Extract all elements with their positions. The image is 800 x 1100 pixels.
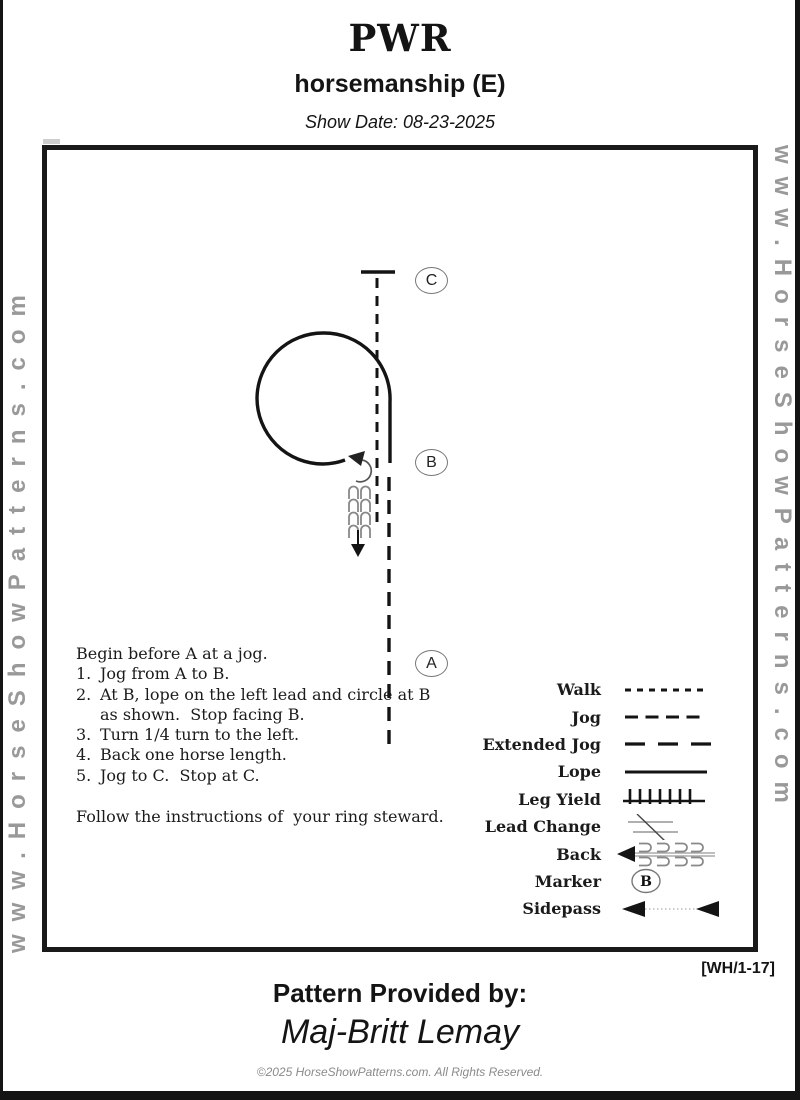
legend-row-lead-change xyxy=(455,813,755,840)
instructions-intro: Begin before A at a jog. xyxy=(76,644,268,663)
legend-label: Marker xyxy=(534,871,601,891)
provided-by-label: Pattern Provided by: xyxy=(272,978,528,1008)
marker-b xyxy=(415,449,448,476)
instructions-block xyxy=(76,644,448,827)
page-subtitle: horsemanship (E) xyxy=(294,70,506,98)
instruction-step xyxy=(76,725,448,745)
step-text: Turn 1/4 turn to the left. xyxy=(100,725,300,745)
marker-c xyxy=(415,267,448,294)
step-text: Jog from A to B. xyxy=(100,664,230,684)
step-text: Jog to C. Stop at C. xyxy=(100,765,260,785)
legend-label: Jog xyxy=(571,707,601,727)
quarter-turn-arrowhead xyxy=(348,451,365,466)
legend-row-sidepass xyxy=(455,895,755,922)
page-title: PWR xyxy=(348,16,452,60)
show-date: Show Date: 08-23-2025 xyxy=(304,112,496,132)
marker-b-label: B xyxy=(426,453,437,471)
legend-label: Lead Change xyxy=(484,817,601,837)
marker-c-label: C xyxy=(425,271,438,289)
marker-a-label: A xyxy=(426,654,437,672)
instruction-step xyxy=(76,685,448,726)
back-arrowhead xyxy=(351,544,365,557)
step-number: 2. xyxy=(76,684,92,704)
instruction-step xyxy=(76,664,448,684)
extended-jog-line-symbol xyxy=(617,731,739,757)
legend-label: Extended Jog xyxy=(482,734,601,754)
jog-line-symbol xyxy=(617,704,739,730)
walk-line-symbol xyxy=(617,677,739,703)
step-number: 4. xyxy=(76,745,92,765)
step-text: Back one horse length. xyxy=(100,745,287,765)
step-number: 5. xyxy=(76,765,92,785)
sidepass-symbol xyxy=(617,896,739,922)
step-number: 1. xyxy=(76,664,92,684)
legend-label: Back xyxy=(556,844,601,864)
pattern-code: [WH/1-17] xyxy=(701,960,775,977)
legend-row-marker xyxy=(455,868,755,895)
legend-label: Lope xyxy=(557,762,601,782)
lead-change-symbol xyxy=(617,814,739,840)
marker-symbol-letter: B xyxy=(640,874,652,891)
watermark-right: www.HorseShowPatterns.com xyxy=(769,145,796,816)
legend-label: Sidepass xyxy=(522,899,601,919)
legend-row-leg-yield xyxy=(455,786,755,813)
legend-row-walk xyxy=(455,676,755,703)
back-staples xyxy=(349,487,370,539)
legend-row-jog xyxy=(455,703,755,730)
legend-row-extended-jog xyxy=(455,731,755,758)
watermark-left: www.HorseShowPatterns.com xyxy=(4,282,31,953)
copyright-text: ©2025 HorseShowPatterns.com. All Rights Reserved. xyxy=(256,1065,544,1079)
legend-row-back xyxy=(455,840,755,867)
step-number: 3. xyxy=(76,725,92,745)
step-text: At B, lope on the left lead and circle at B as shown. Stop facing B. xyxy=(100,684,436,724)
provided-by-name: Maj-Britt Lemay xyxy=(280,1013,520,1051)
back-symbol xyxy=(617,841,739,867)
instruction-step xyxy=(76,766,448,786)
follow-steward-note: Follow the instructions of your ring steward. xyxy=(76,807,444,827)
legend-row-lope xyxy=(455,758,755,785)
leg-yield-symbol xyxy=(617,786,739,812)
instruction-step xyxy=(76,745,448,765)
legend-label: Leg Yield xyxy=(518,789,601,809)
lope-circle-path xyxy=(257,333,390,464)
lope-line-symbol xyxy=(617,759,739,785)
gait-legend xyxy=(455,676,755,923)
legend-label: Walk xyxy=(556,680,601,700)
marker-symbol xyxy=(617,868,739,894)
